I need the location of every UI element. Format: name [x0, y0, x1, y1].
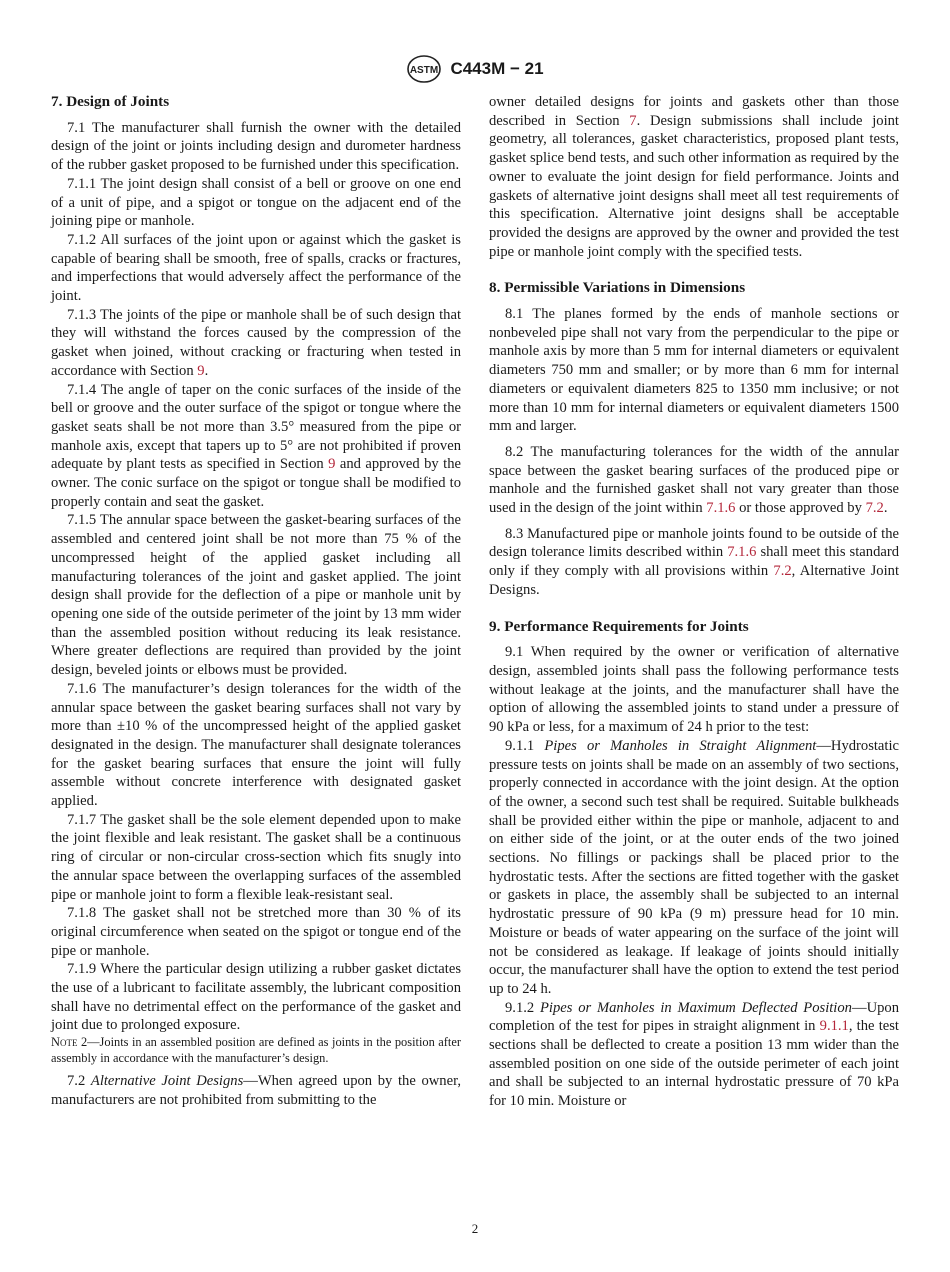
heading-alternative-joint-designs: Alternative Joint Designs	[90, 1073, 244, 1090]
paragraph-7-1-2: 7.1.2 All surfaces of the joint upon or against which the gasket is capable of bearing shall be smooth, free of spalls, cracks or fractures, and imperfections that would adversely affect the performance of the joint.	[51, 231, 461, 305]
svg-text:ASTM: ASTM	[410, 65, 439, 76]
left-column	[51, 93, 461, 1110]
page-header	[0, 54, 950, 84]
section-7-2-link[interactable]: 7.2	[773, 563, 792, 580]
page-number: 2	[471, 1221, 479, 1236]
paragraph-9-1: 9.1 When required by the owner or verification of alternative design, assembled joints shall pass the following performance tests without leakage at the joints, and the manufacturer shall have the option of allowing the assembled joints to stand under a pressure of 90 kPa or less, for a maximum of 24 h prior to the test:	[489, 644, 899, 736]
paragraph-7-1-5: 7.1.5 The annular space between the gasket-bearing surfaces of the assembled and centered joint shall be not more than 75 % of the uncompressed height of the applied gasket including all manufacturing tolerances of the joint and gasket applied. The joint design shall provide for the deflection of a pipe or manhole unit by opening one side of the outside perimeter of the joint by 13 mm wider than the assembled position without reducing its leak resistance. Where greater deflections are required than provided by the joint design, beveled joints or elbows must be provided.	[51, 512, 461, 679]
note-2: Note 2—Joints in an assembled position are defined as joints in the position after assembly in accordance with the manufacturer’s design.	[51, 1035, 461, 1065]
paragraph-7-1-6: 7.1.6 The manufacturer’s design tolerances for the width of the annular space between the gasket bearing surfaces shall not vary by more than ±10 % of the uncompressed height of the applied gasket designated in the design. The manufacturer shall designate tolerances for the gasket bearing surfaces that ensure the joint will fully assemble without concrete interference with designated gasket applied.	[51, 680, 461, 810]
paragraph-7-1-4: 7.1.4 The angle of taper on the conic surfaces of the inside of the bell or groove and the outer surface of the spigot or tongue where the gasket seats shall be not more than 3.5° measured from the pipe or manhole axis, except that tapers up to 5° are not prohibited if proven adequate by plant tests as specified in Section 9 and approved by the owner. The conic surface on the spigot or tongue shall be modified to properly contain and seat the gasket.	[51, 381, 462, 510]
section-7-1-6-link[interactable]: 7.1.6	[706, 500, 736, 517]
paragraph-7-2-continued: owner detailed designs for joints and gaskets other than those described in Section 7. Design submissions shall include joint geometry, all tolerances, gasket characteristics, proposed plant tests, gasket splice bend tests, and such other information as required by the owner to evaluate the joint design for field performance. Joints and gaskets of alternative joint designs shall meet all test requirements of this specification. Alternative joint designs shall be acceptable provided the designs are approved by the owner and provided the test pipe or manhole joint comply with the specified tests.	[489, 94, 899, 260]
paragraph-9-1-1: 9.1.1 Pipes or Manholes in Straight Alignment—Hydrostatic pressure tests on joints shall be made on an assembly of two sections, properly connected in accordance with the joint design. At the option of the owner, a second such test shall be required. Suitable bulkheads shall be provided either within the pipe or manhole, adjacent to and on either side of the joint, or at the outer ends of the two joined sections. No fillings or packings shall be placed prior to the hydrostatic tests. After the sections are fitted together with the gasket or gaskets in place, the assembly shall be subjected to an internal hydrostatic pressure of 90 kPa (9 m) pressure head for 10 min. Moisture or beads of water appearing on the surface of the joint will not be considered as leakage. If leakage of joints should initially occur, the manufacturer shall have the option to extend the test period up to 24 h.	[489, 737, 899, 997]
heading-maximum-deflected-position: Pipes or Manholes in Maximum Deflected Position	[539, 999, 852, 1016]
paragraph-7-1-3: 7.1.3 The joints of the pipe or manhole shall be of such design that they will withstand the forces caused by the compression of the gasket when joined, without cracking or fracturing when tested in accordance with Section 9.	[51, 306, 461, 379]
section-9-1-1-link[interactable]: 9.1.1	[819, 1018, 849, 1035]
section-9-link[interactable]: 9	[197, 362, 205, 379]
section-8-heading: 8. Permissible Variations in Dimensions	[489, 279, 746, 297]
heading-straight-alignment: Pipes or Manholes in Straight Alignment	[544, 737, 817, 754]
paragraph-9-1-2: 9.1.2 Pipes or Manholes in Maximum Deflected Position—Upon completion of the test for pipes in straight alignment in 9.1.1, the test sections shall be deflected to create a position 13 mm wider than the assembled position on one side of the outside perimeter of each joint and shall be subjected to an internal hydrostatic pressure of 70 kPa for 10 min. Moisture or	[489, 999, 899, 1110]
section-7-heading: 7. Design of Joints	[51, 93, 170, 110]
paragraph-8-3: 8.3 Manufactured pipe or manhole joints found to be outside of the design tolerance limits described within 7.1.6 shall meet this standard only if they comply with all provisions within 7.2, Alternative Joint Designs.	[489, 525, 900, 598]
paragraph-8-1: 8.1 The planes formed by the ends of manhole sections or nonbeveled pipe shall not vary from the perpendicular to the pipe or manhole axis by more than 5 mm for internal diameters or equivalent diameters 750 mm and smaller; or by more than 6 mm for internal diameters or equivalent diameters 825 to 1350 mm inclusive; or not more than 10 mm for internal diameters or equivalent diameters 1500 mm and larger.	[489, 306, 899, 435]
section-9-heading: 9. Performance Requirements for Joints	[489, 617, 749, 635]
paragraph-7-1: 7.1 The manufacturer shall furnish the owner with the detailed design of the joint or joints including design and durometer hardness of the rubber gasket proposed to be furnished under this specification.	[51, 119, 461, 174]
paragraph-7-1-7: 7.1.7 The gasket shall be the sole element depended upon to make the joint flexible and leak resistant. The gasket shall be a continuous ring of circular or non-circular cross-section which fits snugly into the annular space between the overlapping surfaces of the assembled pipe or manhole joint to form a flexible leak-resistant seal.	[51, 811, 461, 903]
section-7-1-6-link[interactable]: 7.1.6	[727, 544, 757, 561]
right-column	[489, 93, 899, 1111]
astm-logo-icon	[406, 54, 442, 84]
paragraph-8-2: 8.2 The manufacturing tolerances for the width of the annular space between the gasket bearing surfaces of the produced pipe or manhole and the furnished gasket shall not vary greater than those used in the design of the joint within 7.1.6 or those approved by 7.2.	[489, 443, 899, 517]
paragraph-7-1-8: 7.1.8 The gasket shall not be stretched more than 30 % of its original circumference when seated on the spigot or tongue end of the pipe or manhole.	[51, 905, 461, 959]
note-label: Note 2	[51, 1035, 88, 1050]
section-7-link[interactable]: 7	[629, 112, 637, 129]
paragraph-7-1-1: 7.1.1 The joint design shall consist of a bell or groove on one end of a unit of pipe, and a spigot or tongue on the adjacent end of the joining pipe or manhole.	[51, 175, 461, 230]
section-9-link[interactable]: 9	[328, 456, 336, 473]
section-7-2-link[interactable]: 7.2	[865, 500, 884, 517]
paragraph-7-1-9: 7.1.9 Where the particular design utilizing a rubber gasket dictates the use of a lubricant to facilitate assembly, the lubricant composition shall have no detrimental effect on the performance of the gasket and joint due to prolonged exposure.	[51, 961, 461, 1034]
document-designation: C443M − 21	[450, 59, 544, 78]
paragraph-7-2: 7.2 Alternative Joint Designs—When agreed upon by the owner, manufacturers are not prohibited from submitting to the	[51, 1073, 462, 1109]
